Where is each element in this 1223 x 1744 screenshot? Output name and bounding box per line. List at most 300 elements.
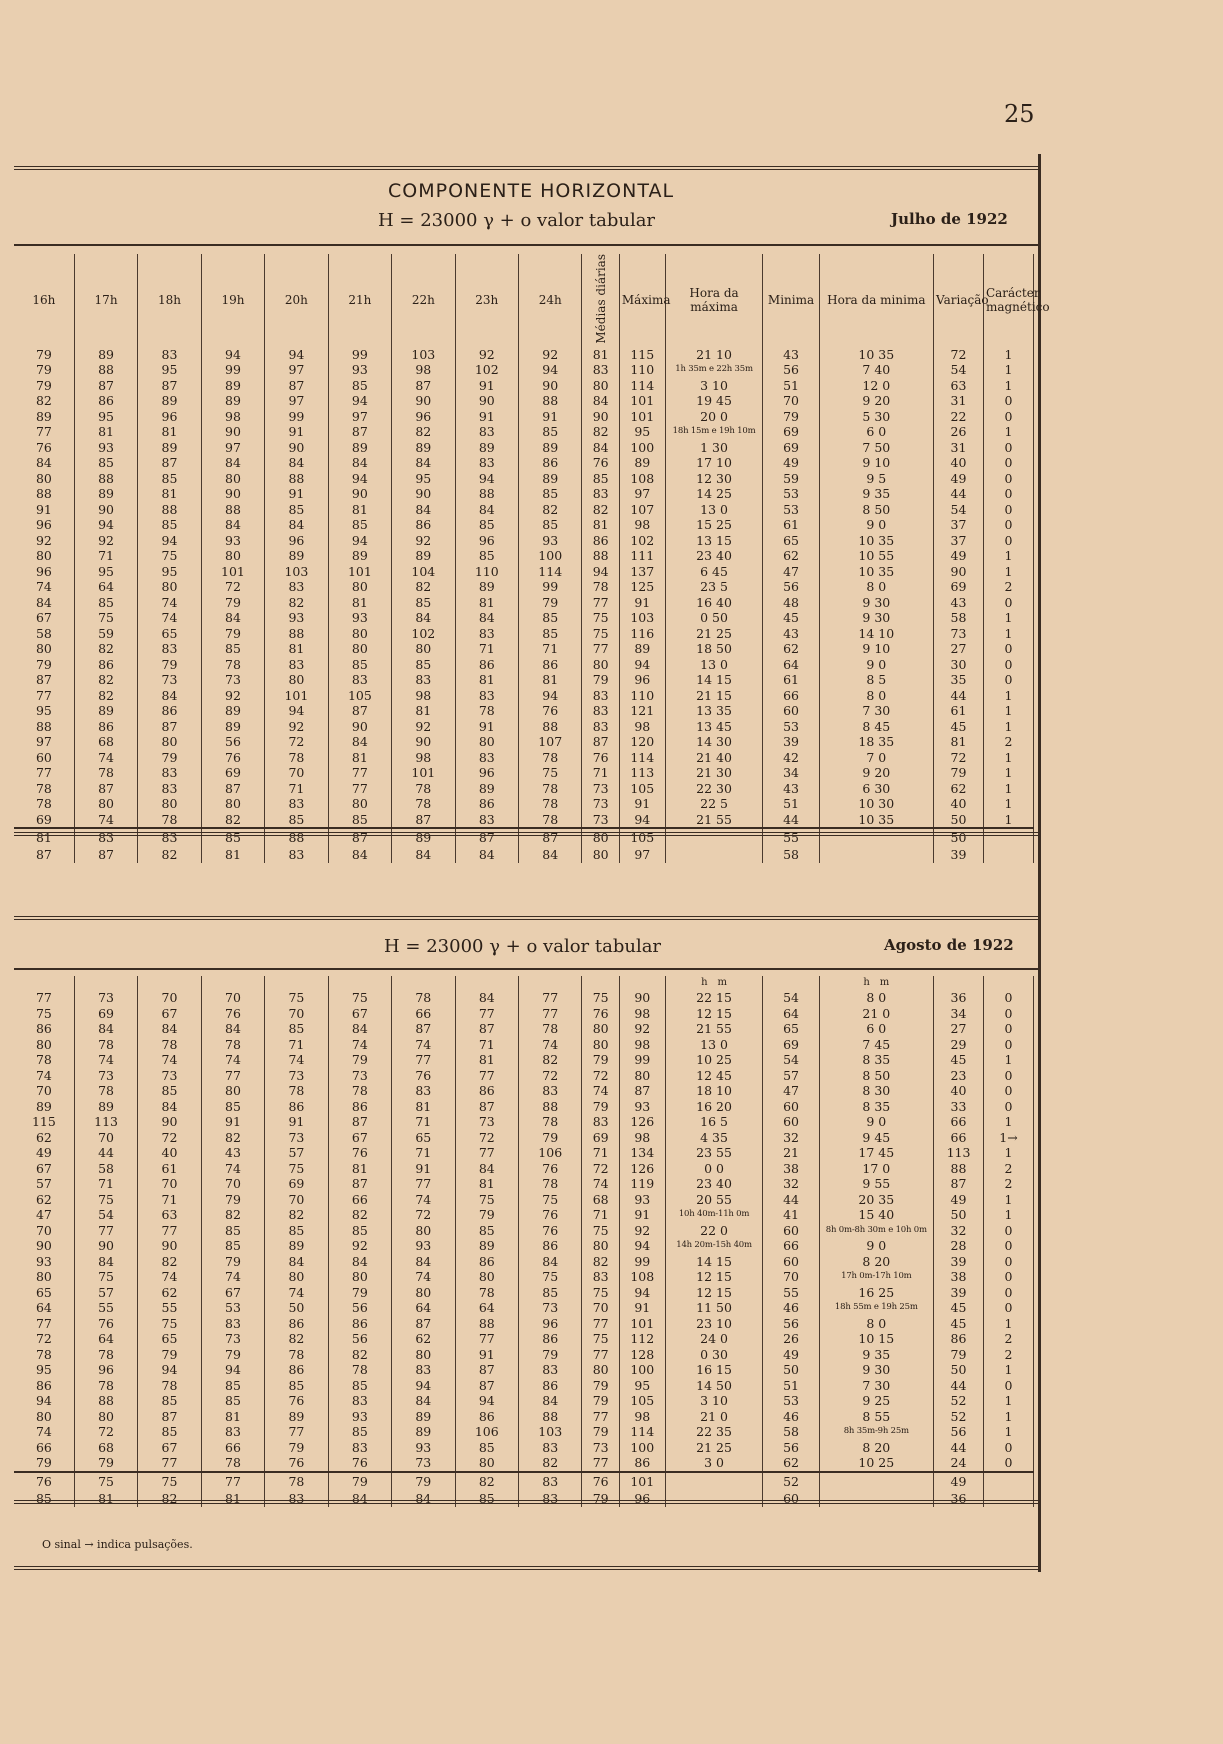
table-row [14, 1223, 1034, 1239]
table-cell: 23 5 [665, 579, 763, 595]
table-cell: 84 [392, 1254, 455, 1270]
table-cell: 84 [328, 734, 391, 750]
table-cell: 87 [14, 672, 74, 688]
table-cell: 91 [265, 424, 328, 440]
table-cell: 10 25 [665, 1052, 763, 1068]
table-cell: 84 [392, 1490, 455, 1507]
table-cell: 50 [934, 828, 984, 846]
table-cell: 121 [619, 703, 665, 719]
table-cell: 77 [519, 990, 582, 1006]
table-cell: 61 [763, 672, 819, 688]
table-cell: 82 [519, 1052, 582, 1068]
table-cell: 79 [201, 595, 264, 611]
table-cell: 86 [74, 393, 137, 409]
table-cell: 21 40 [665, 750, 763, 766]
table-row [14, 1316, 1034, 1332]
table-row [14, 564, 1034, 580]
table-cell: 0 [983, 1440, 1033, 1456]
table-cell: 37 [934, 533, 984, 549]
table-cell: 75 [265, 990, 328, 1006]
table-cell: 94 [265, 703, 328, 719]
table-cell: 74 [265, 1052, 328, 1068]
table-cell: 72 [14, 1331, 74, 1347]
table-cell: 9 0 [819, 517, 933, 533]
table-cell: 71 [582, 1207, 619, 1223]
table-cell: 9 0 [819, 1238, 933, 1254]
table-cell: 86 [74, 719, 137, 735]
table-cell: 74 [201, 1161, 264, 1177]
table-cell: 1→ [983, 1130, 1033, 1146]
table-cell: 73 [74, 990, 137, 1006]
table-cell: 73 [392, 1455, 455, 1472]
table-cell: 17 45 [819, 1145, 933, 1161]
table-cell: 89 [265, 1238, 328, 1254]
table-cell: 78 [74, 1347, 137, 1363]
table-cell: 73 [74, 1068, 137, 1084]
table-cell: 74 [14, 1068, 74, 1084]
table-cell: 79 [582, 1378, 619, 1394]
table-cell: 71 [455, 1037, 518, 1053]
table-row [14, 688, 1034, 704]
table-cell: 85 [328, 812, 391, 829]
table-cell: 1h 35m e 22h 35m [665, 362, 763, 378]
table-cell: 81 [138, 424, 201, 440]
table-cell: 18 10 [665, 1083, 763, 1099]
table-cell: 82 [582, 1254, 619, 1270]
table-cell: 12 15 [665, 1006, 763, 1022]
table-cell: 8h 0m-8h 30m e 10h 0m [819, 1223, 933, 1239]
table-cell: 0 [983, 393, 1033, 409]
table-cell: 74 [201, 1052, 264, 1068]
unit-header [582, 976, 619, 990]
table-cell: 75 [582, 610, 619, 626]
table-cell: 52 [934, 1393, 984, 1409]
table-cell: 114 [619, 1424, 665, 1440]
table-cell: 51 [763, 1378, 819, 1394]
table-cell: 18h 15m e 19h 10m [665, 424, 763, 440]
table-row [14, 1238, 1034, 1254]
table-cell: 72 [392, 1207, 455, 1223]
table-cell: 1 [983, 424, 1033, 440]
table-cell: 81 [582, 347, 619, 363]
table-cell: 72 [934, 750, 984, 766]
table-cell: 76 [519, 703, 582, 719]
table-cell: 6 0 [819, 1021, 933, 1037]
table-cell: 87 [328, 828, 391, 846]
table-cell: 79 [934, 1347, 984, 1363]
table-cell: 87 [328, 1176, 391, 1192]
table-cell: 84 [392, 1393, 455, 1409]
table-cell: 78 [14, 781, 74, 797]
table-cell: 84 [328, 455, 391, 471]
table-cell: 82 [74, 641, 137, 657]
table-row [14, 1021, 1034, 1037]
table-cell: 101 [619, 393, 665, 409]
table-cell: 0 0 [665, 1161, 763, 1177]
table-cell: 82 [138, 1254, 201, 1270]
table-cell: 50 [934, 1362, 984, 1378]
table-cell: 18h 55m e 19h 25m [819, 1300, 933, 1316]
table-cell: 97 [619, 486, 665, 502]
table-row [14, 703, 1034, 719]
table-cell: 93 [328, 362, 391, 378]
table-cell: 79 [582, 1393, 619, 1409]
table-cell: 51 [763, 378, 819, 394]
table-cell: 34 [763, 765, 819, 781]
table-cell: 89 [14, 1099, 74, 1115]
table-cell: 80 [201, 1083, 264, 1099]
table-cell: 79 [582, 1052, 619, 1068]
table-cell: 96 [14, 517, 74, 533]
table-cell: 9 45 [819, 1130, 933, 1146]
table-cell: 79 [519, 1130, 582, 1146]
july-bottom-rule [14, 832, 1038, 836]
table-cell: 87 [138, 378, 201, 394]
table-cell: 85 [455, 1223, 518, 1239]
table-cell: 98 [392, 688, 455, 704]
table-cell: 85 [138, 1424, 201, 1440]
column-header: 21h [328, 254, 391, 347]
august-header-rule [14, 968, 1038, 970]
table-cell: 87 [455, 1099, 518, 1115]
table-cell: 13 0 [665, 502, 763, 518]
table-cell: 93 [392, 1440, 455, 1456]
table-cell: 69 [265, 1176, 328, 1192]
table-cell: 1 30 [665, 440, 763, 456]
column-header: 24h [519, 254, 582, 347]
table-cell: 21 [763, 1145, 819, 1161]
table-cell: 108 [619, 471, 665, 487]
table-cell: 1 [983, 688, 1033, 704]
table-cell: 108 [619, 1269, 665, 1285]
unit-header [201, 976, 264, 990]
table-cell: 62 [763, 641, 819, 657]
table-cell: 43 [934, 595, 984, 611]
table-cell: 90 [392, 486, 455, 502]
table-cell: 64 [763, 1006, 819, 1022]
table-cell: 98 [619, 1037, 665, 1053]
table-cell: 75 [138, 548, 201, 564]
table-cell: 94 [14, 1393, 74, 1409]
table-cell: 84 [519, 846, 582, 863]
table-cell: 99 [519, 579, 582, 595]
table-cell: 22 30 [665, 781, 763, 797]
table-cell: 75 [582, 990, 619, 1006]
table-cell: 93 [14, 1254, 74, 1270]
table-cell: 84 [392, 455, 455, 471]
table-cell: 45 [934, 1300, 984, 1316]
table-cell: 70 [265, 1006, 328, 1022]
table-row [14, 1254, 1034, 1270]
table-cell: 67 [328, 1130, 391, 1146]
table-cell: 64 [14, 1300, 74, 1316]
table-cell: 12 15 [665, 1285, 763, 1301]
table-cell: 89 [201, 378, 264, 394]
table-cell: 79 [763, 409, 819, 425]
table-cell: 87 [74, 781, 137, 797]
table-cell: 89 [455, 1238, 518, 1254]
table-cell [819, 828, 933, 846]
table-cell: 94 [619, 1238, 665, 1254]
table-cell: 76 [328, 1145, 391, 1161]
table-cell: 39 [934, 1285, 984, 1301]
table-cell: 8 5 [819, 672, 933, 688]
table-cell: 55 [763, 828, 819, 846]
table-cell: 90 [392, 393, 455, 409]
unit-header [138, 976, 201, 990]
table-row [14, 409, 1034, 425]
table-cell: 0 [983, 455, 1033, 471]
table-cell: 94 [138, 1362, 201, 1378]
table-cell: 94 [455, 471, 518, 487]
table-cell: 83 [519, 1083, 582, 1099]
table-cell: 83 [392, 672, 455, 688]
table-cell: 86 [519, 1378, 582, 1394]
table-cell: 89 [619, 455, 665, 471]
table-cell: 115 [14, 1114, 74, 1130]
table-row [14, 595, 1034, 611]
summary-row [14, 1472, 1034, 1490]
table-cell: 6 0 [819, 424, 933, 440]
table-cell: 88 [455, 486, 518, 502]
table-cell: 71 [74, 548, 137, 564]
table-row [14, 626, 1034, 642]
table-cell: 91 [455, 1347, 518, 1363]
table-cell: 67 [328, 1006, 391, 1022]
table-cell: 83 [455, 424, 518, 440]
table-cell: 75 [138, 1472, 201, 1490]
table-row [14, 1130, 1034, 1146]
table-cell: 14h 20m-15h 40m [665, 1238, 763, 1254]
table-cell: 82 [582, 502, 619, 518]
table-cell: 56 [763, 362, 819, 378]
table-cell: 24 0 [665, 1331, 763, 1347]
table-cell: 90 [265, 440, 328, 456]
table-cell: 65 [392, 1130, 455, 1146]
table-cell: 107 [619, 502, 665, 518]
table-cell: 92 [392, 533, 455, 549]
table-cell: 85 [328, 657, 391, 673]
table-cell: 1 [983, 626, 1033, 642]
table-cell: 78 [74, 1037, 137, 1053]
table-cell: 82 [265, 1207, 328, 1223]
table-cell: 96 [455, 533, 518, 549]
table-row [14, 1068, 1034, 1084]
table-cell: 85 [265, 502, 328, 518]
table-cell: 92 [455, 347, 518, 363]
table-cell: 74 [328, 1037, 391, 1053]
table-cell: 81 [201, 1490, 264, 1507]
table-cell: 0 [983, 502, 1033, 518]
table-cell: 87 [328, 424, 391, 440]
table-row [14, 1114, 1034, 1130]
table-cell: 81 [74, 1490, 137, 1507]
table-cell: 97 [201, 440, 264, 456]
table-cell: 7 40 [819, 362, 933, 378]
table-cell: 10 35 [819, 812, 933, 829]
table-cell: 0 [983, 471, 1033, 487]
table-cell: 101 [619, 409, 665, 425]
table-cell: 0 [983, 1378, 1033, 1394]
column-header: 17h [74, 254, 137, 347]
table-cell: 23 55 [665, 1145, 763, 1161]
table-cell: 83 [392, 1083, 455, 1099]
table-cell: 70 [138, 990, 201, 1006]
table-cell: 72 [74, 1424, 137, 1440]
table-cell: 28 [934, 1238, 984, 1254]
table-cell: 79 [138, 750, 201, 766]
table-cell: 89 [519, 471, 582, 487]
table-cell: 71 [455, 641, 518, 657]
table-cell: 75 [328, 990, 391, 1006]
table-cell: 69 [14, 812, 74, 829]
table-cell: 77 [582, 595, 619, 611]
table-cell: 81 [934, 734, 984, 750]
table-cell: 70 [201, 990, 264, 1006]
table-cell: 93 [328, 1409, 391, 1425]
table-cell: 89 [392, 440, 455, 456]
table-cell: 14 10 [819, 626, 933, 642]
table-cell: 80 [265, 672, 328, 688]
table-cell: 21 55 [665, 1021, 763, 1037]
table-cell: 80 [455, 734, 518, 750]
table-cell: 94 [619, 657, 665, 673]
table-cell: 97 [14, 734, 74, 750]
table-cell: 31 [934, 440, 984, 456]
table-cell: 85 [328, 1378, 391, 1394]
table-cell: 88 [201, 502, 264, 518]
table-cell: 81 [201, 846, 264, 863]
table-cell: 60 [763, 1223, 819, 1239]
table-cell: 89 [519, 440, 582, 456]
table-cell: 94 [201, 347, 264, 363]
table-cell: 98 [619, 1006, 665, 1022]
table-cell: 3 10 [665, 378, 763, 394]
table-cell: 82 [519, 1455, 582, 1472]
table-cell: 56 [763, 579, 819, 595]
table-cell: 1 [983, 1362, 1033, 1378]
table-cell: 95 [14, 703, 74, 719]
table-cell: 16 20 [665, 1099, 763, 1115]
table-cell: 72 [582, 1161, 619, 1177]
table-cell: 84 [519, 1393, 582, 1409]
table-cell: 92 [619, 1021, 665, 1037]
table-cell: 79 [328, 1285, 391, 1301]
table-cell: 8 35 [819, 1099, 933, 1115]
table-cell: 85 [265, 1021, 328, 1037]
table-cell: 78 [265, 1083, 328, 1099]
table-cell: 84 [14, 595, 74, 611]
table-cell: 91 [619, 595, 665, 611]
final-rule [14, 1566, 1038, 1570]
table-cell: 85 [201, 1378, 264, 1394]
table-cell: 79 [582, 1099, 619, 1115]
table-cell: 85 [265, 1378, 328, 1394]
table-cell: 86 [392, 517, 455, 533]
table-row [14, 378, 1034, 394]
table-cell: 58 [763, 846, 819, 863]
table-cell: 79 [14, 657, 74, 673]
table-cell: 94 [328, 471, 391, 487]
table-cell: 27 [934, 641, 984, 657]
table-cell: 0 [983, 1021, 1033, 1037]
table-cell: 82 [392, 424, 455, 440]
table-cell: 94 [455, 1393, 518, 1409]
table-cell: 0 [983, 1099, 1033, 1115]
table-cell: 77 [328, 765, 391, 781]
table-cell: 110 [455, 564, 518, 580]
table-cell: 96 [519, 1316, 582, 1332]
table-cell: 77 [582, 1316, 619, 1332]
table-cell: 88 [582, 548, 619, 564]
table-cell: 9 35 [819, 1347, 933, 1363]
table-cell: 23 10 [665, 1316, 763, 1332]
table-cell: 84 [582, 393, 619, 409]
table-cell: 89 [201, 393, 264, 409]
table-cell: 91 [455, 378, 518, 394]
table-cell: 82 [201, 1207, 264, 1223]
table-row [14, 990, 1034, 1006]
table-cell: 44 [74, 1145, 137, 1161]
table-cell: 23 40 [665, 548, 763, 564]
table-cell: 50 [934, 1207, 984, 1223]
table-cell: 86 [328, 1316, 391, 1332]
table-cell: 79 [14, 1455, 74, 1472]
table-cell: 79 [934, 765, 984, 781]
table-row [14, 812, 1034, 829]
table-row [14, 440, 1034, 456]
table-cell: 113 [74, 1114, 137, 1130]
table-cell: 2 [983, 579, 1033, 595]
table-cell: 89 [138, 440, 201, 456]
table-cell: 92 [328, 1238, 391, 1254]
table-cell: 86 [619, 1455, 665, 1472]
table-cell: 89 [455, 781, 518, 797]
column-header: 23h [455, 254, 518, 347]
table-cell: 87 [392, 1316, 455, 1332]
table-cell: 57 [763, 1068, 819, 1084]
table-cell: 77 [201, 1472, 264, 1490]
table-row [14, 796, 1034, 812]
table-cell: 40 [934, 1083, 984, 1099]
table-cell: 101 [265, 688, 328, 704]
table-cell: 72 [934, 347, 984, 363]
table-row [14, 579, 1034, 595]
table-cell: 84 [74, 1021, 137, 1037]
table-cell: 87 [934, 1176, 984, 1192]
table-cell: 80 [582, 1238, 619, 1254]
table-cell: 55 [763, 1285, 819, 1301]
table-cell: 85 [582, 471, 619, 487]
table-cell: 64 [74, 579, 137, 595]
table-cell: 77 [201, 1068, 264, 1084]
table-cell: 106 [455, 1424, 518, 1440]
table-cell: 91 [201, 1114, 264, 1130]
table-cell: 68 [74, 1440, 137, 1456]
table-cell: 62 [763, 548, 819, 564]
table-cell: 12 30 [665, 471, 763, 487]
table-cell: 14 15 [665, 672, 763, 688]
table-cell: 11 50 [665, 1300, 763, 1316]
table-cell: 77 [582, 1455, 619, 1472]
table-cell: 44 [763, 812, 819, 829]
table-cell: 92 [519, 347, 582, 363]
table-cell: 77 [14, 990, 74, 1006]
table-cell: 100 [619, 1362, 665, 1378]
table-row [14, 424, 1034, 440]
table-cell: 86 [14, 1378, 74, 1394]
table-cell: 78 [519, 1114, 582, 1130]
